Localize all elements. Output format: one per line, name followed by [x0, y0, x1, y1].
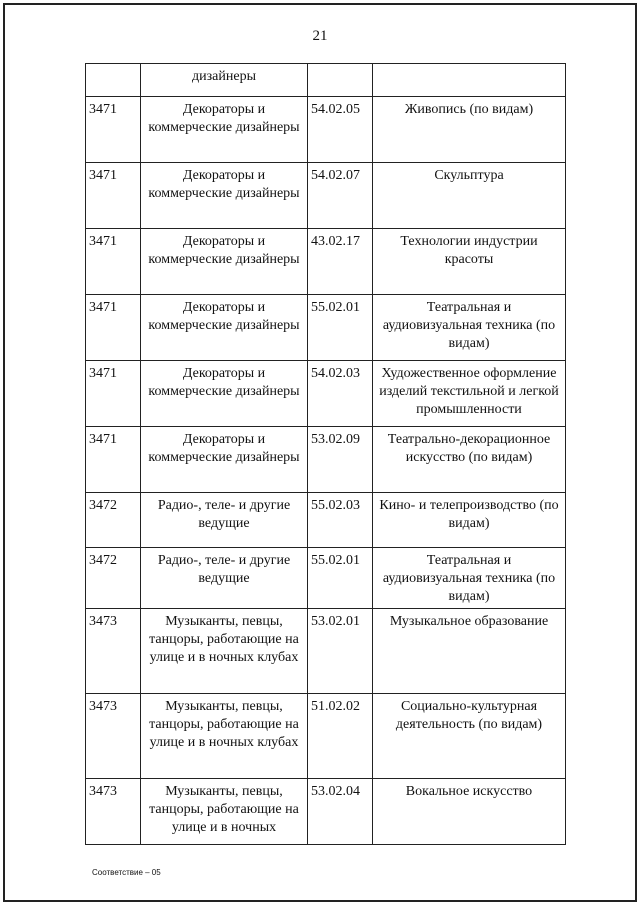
cell-code: 3471	[86, 163, 141, 229]
cell-profession: Музыканты, певцы, танцоры, работающие на улице и в ночных	[141, 779, 308, 845]
cell-specialty-code: 53.02.09	[308, 427, 373, 493]
cell-specialty-name: Кино- и телепроизводство (по видам)	[373, 493, 566, 548]
table-row	[86, 694, 566, 779]
cell-specialty-name: Музыкальное образование	[373, 609, 566, 694]
cell-code: 3471	[86, 427, 141, 493]
cell-code: 3473	[86, 694, 141, 779]
cell-specialty-name: Театрально-декорационное искусство (по видам)	[373, 427, 566, 493]
cell-code: 3471	[86, 229, 141, 295]
cell-specialty-code: 43.02.17	[308, 229, 373, 295]
cell-specialty-code: 55.02.01	[308, 548, 373, 609]
cell-specialty-code: 53.02.01	[308, 609, 373, 694]
table-row	[86, 361, 566, 427]
table-row	[86, 163, 566, 229]
table-row	[86, 427, 566, 493]
table-body	[86, 64, 566, 845]
cell-profession: Декораторы и коммерческие дизайнеры	[141, 427, 308, 493]
cell-code: 3471	[86, 361, 141, 427]
cell-specialty-code: 54.02.05	[308, 97, 373, 163]
page-number: 21	[312, 28, 328, 44]
cell-code: 3472	[86, 548, 141, 609]
cell-specialty-code	[308, 64, 373, 97]
table-row	[86, 609, 566, 694]
cell-specialty-name: Живопись (по видам)	[373, 97, 566, 163]
table-row	[86, 295, 566, 361]
cell-profession: Радио-, теле- и другие ведущие	[141, 493, 308, 548]
footer-note: Соответствие – 05	[92, 868, 161, 877]
cell-specialty-code: 55.02.03	[308, 493, 373, 548]
cell-specialty-name: Скульптура	[373, 163, 566, 229]
cell-specialty-name: Театральная и аудиовизуальная техника (по видам)	[373, 548, 566, 609]
cell-specialty-code: 53.02.04	[308, 779, 373, 845]
cell-profession: Декораторы и коммерческие дизайнеры	[141, 295, 308, 361]
cell-profession: дизайнеры	[141, 64, 308, 97]
cell-specialty-code: 55.02.01	[308, 295, 373, 361]
table-row	[86, 229, 566, 295]
cell-specialty-name: Вокальное искусство	[373, 779, 566, 845]
table-row	[86, 548, 566, 609]
cell-code: 3473	[86, 779, 141, 845]
cell-specialty-name: Театральная и аудиовизуальная техника (по видам)	[373, 295, 566, 361]
cell-profession: Декораторы и коммерческие дизайнеры	[141, 97, 308, 163]
cell-code: 3471	[86, 295, 141, 361]
cell-specialty-code: 54.02.03	[308, 361, 373, 427]
specialty-table	[85, 63, 566, 845]
cell-specialty-code: 51.02.02	[308, 694, 373, 779]
cell-profession: Радио-, теле- и другие ведущие	[141, 548, 308, 609]
cell-profession: Декораторы и коммерческие дизайнеры	[141, 361, 308, 427]
cell-profession: Музыканты, певцы, танцоры, работающие на улице и в ночных клубах	[141, 694, 308, 779]
cell-code: 3471	[86, 97, 141, 163]
cell-code: 3473	[86, 609, 141, 694]
table-row	[86, 493, 566, 548]
cell-specialty-name: Художественное оформление изделий текстильной и легкой промышленности	[373, 361, 566, 427]
cell-code: 3472	[86, 493, 141, 548]
cell-specialty-name: Социально-культурная деятельность (по видам)	[373, 694, 566, 779]
cell-profession: Декораторы и коммерческие дизайнеры	[141, 163, 308, 229]
cell-profession: Декораторы и коммерческие дизайнеры	[141, 229, 308, 295]
table-row	[86, 64, 566, 97]
cell-profession: Музыканты, певцы, танцоры, работающие на улице и в ночных клубах	[141, 609, 308, 694]
cell-specialty-name	[373, 64, 566, 97]
cell-code	[86, 64, 141, 97]
cell-specialty-code: 54.02.07	[308, 163, 373, 229]
table-row	[86, 97, 566, 163]
cell-specialty-name: Технологии индустрии красоты	[373, 229, 566, 295]
table-row	[86, 779, 566, 845]
